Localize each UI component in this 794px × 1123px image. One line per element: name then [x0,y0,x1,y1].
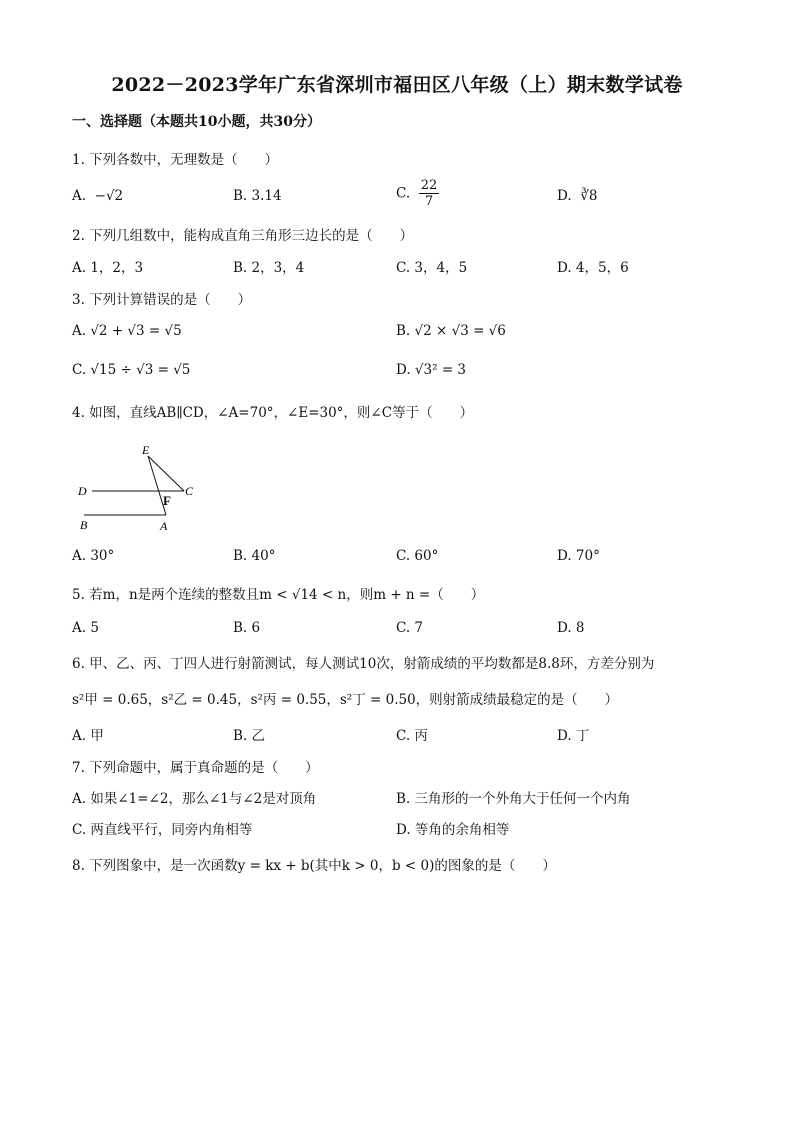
label-c: C [185,484,194,498]
q7-option-d: D. 等角的余角相等 [396,822,510,838]
q4-option-a: A. 30° [72,548,115,564]
q5-option-a: A. 5 [72,620,99,636]
q4-option-d: D. 70° [557,548,600,564]
q7-option-c: C. 两直线平行，同旁内角相等 [72,822,253,838]
section-heading: 一、选择题（本题共10小题，共30分） [72,114,321,130]
q4-option-c: C. 60° [396,548,439,564]
q1-option-d-value: ∛8 [580,188,598,204]
q6-option-a: A. 甲 [72,728,104,744]
q4-figure [74,438,214,538]
exam-title: 2022－2023学年广东省深圳市福田区八年级（上）期末数学试卷 [111,74,683,96]
q3-option-c: C. √15 ÷ √3 = √5 [72,362,191,378]
q1-option-a-value: −√2 [94,188,124,204]
q2-option-d: D. 4，5，6 [557,260,629,276]
label-a: A [160,519,168,533]
q6-stem-variances: s²甲 = 0.65，s²乙 = 0.45，s²丙 = 0.55，s²丁 = 0.50，则射箭成绩最稳定的是（ ） [72,692,619,708]
q5-option-b: B. 6 [233,620,261,636]
q2-option-c: C. 3，4，5 [396,260,468,276]
q5-option-d: D. 8 [557,620,585,636]
q8-stem: 8. 下列图象中，是一次函数y = kx + b(其中k > 0，b < 0)的图象的是（ ） [72,858,556,874]
q6-option-d: D. 丁 [557,728,590,744]
q2-option-a: A. 1，2，3 [72,260,144,276]
q2-stem: 2. 下列几组数中，能构成直角三角形三边长的是（ ） [72,228,414,244]
q7-stem: 7. 下列命题中，属于真命题的是（ ） [72,760,319,776]
q1-option-d: D. ∛8 [557,188,598,204]
q1-stem: 1. 下列各数中，无理数是（ ） [72,152,279,168]
q6-option-c: C. 丙 [396,728,428,744]
q6-stem: 6. 甲、乙、丙、丁四人进行射箭测试，每人测试10次，射箭成绩的平均数都是8.8环，方差分别为 [72,656,655,672]
q5-option-c: C. 7 [396,620,424,636]
label-b: B [80,518,88,532]
q3-stem: 3. 下列计算错误的是（ ） [72,292,252,308]
q1-option-b: B. 3.14 [233,188,282,204]
q5-stem: 5. 若m，n是两个连续的整数且m < √14 < n，则m + n =（ ） [72,587,485,603]
label-f: F [163,493,171,508]
q7-option-b: B. 三角形的一个外角大于任何一个内角 [396,791,631,807]
q3-option-b: B. √2 × √3 = √6 [396,323,506,339]
q1-option-c: C. $\frac{22}{7}$ [396,178,438,209]
q1-fraction: $\frac{22}{7}$ [420,178,438,209]
q4-stem: 4. 如图，直线AB∥CD，∠A=70°，∠E=30°，则∠C等于（ ） [72,405,474,421]
label-d: D [78,484,87,498]
q4-option-b: B. 40° [233,548,276,564]
q7-option-a: A. 如果∠1=∠2，那么∠1与∠2是对顶角 [72,791,317,807]
label-e: E [142,443,150,457]
q1-option-a: A. −√2 [72,188,124,204]
q6-option-b: B. 乙 [233,728,266,744]
q3-option-d: D. √3² = 3 [396,362,467,378]
q2-option-b: B. 2，3，4 [233,260,305,276]
q3-option-a: A. √2 + √3 = √5 [72,323,182,339]
